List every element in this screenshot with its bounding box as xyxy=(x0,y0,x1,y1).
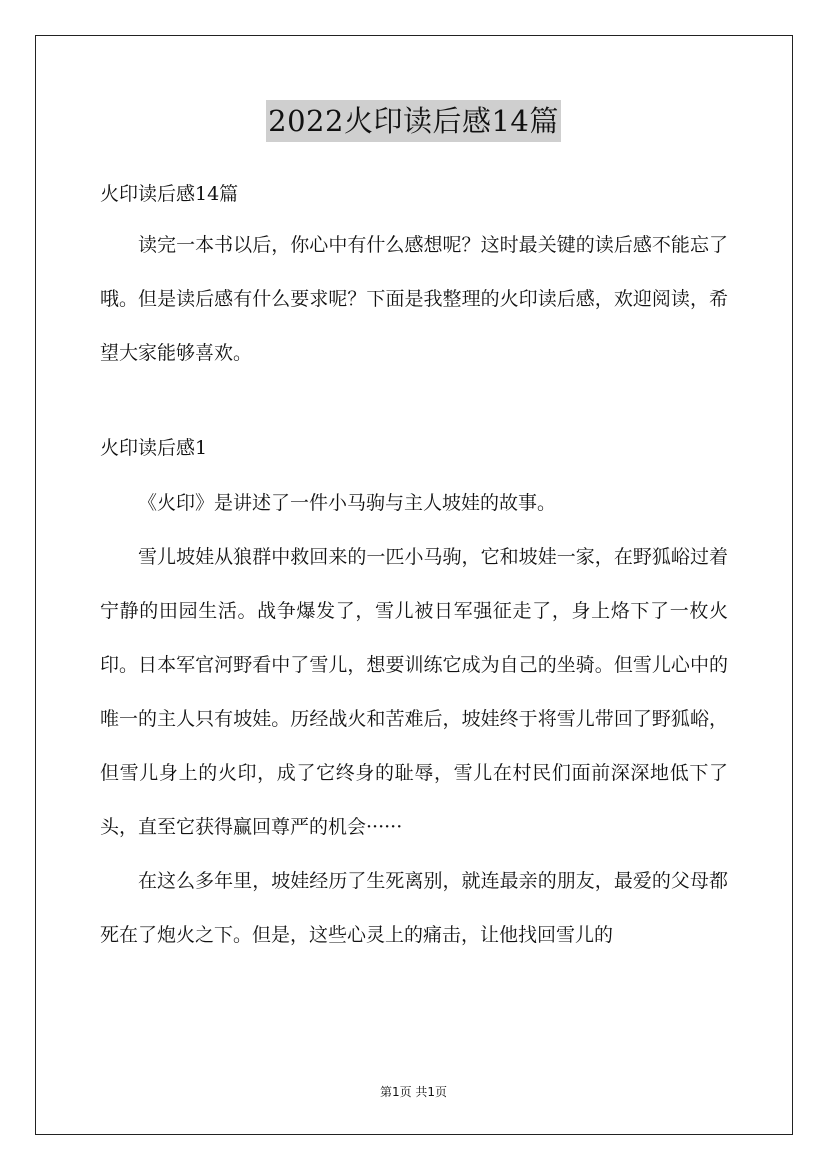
body-paragraph-3: 在这么多年里，坡娃经历了生死离别，就连最亲的朋友，最爱的父母都死在了炮火之下。但是，这些心灵上的痛击，让他找回雪儿的 xyxy=(100,870,728,946)
section-heading: 火印读后感1 xyxy=(100,437,208,459)
page-footer: 第1页 共1页 xyxy=(379,1085,448,1099)
body-paragraph-1: 《火印》是讲述了一件小马驹与主人坡娃的故事。 xyxy=(138,492,557,514)
document-body xyxy=(100,170,728,962)
intro-paragraph: 读完一本书以后，你心中有什么感想呢？这时最关键的读后感不能忘了哦。但是读后感有什么要求呢？下面是我整理的火印读后感，欢迎阅读，希望大家能够喜欢。 xyxy=(100,234,728,364)
document-title xyxy=(0,100,827,142)
body-paragraph-2: 雪儿坡娃从狼群中救回来的一匹小马驹，它和坡娃一家，在野狐峪过着宁静的田园生活。战争爆发了，雪儿被日军强征走了，身上烙下了一枚火印。日本军官河野看中了雪儿，想要训练它成为自己的坐骑。但雪儿心中的唯一的主人只有坡娃。历经战火和苦难后，坡娃终于将雪儿带回了野狐峪，但雪儿身上的火印，成了它终身的耻辱，雪儿在村民们面前深深地低下了头，直至它获得赢回尊严的机会······ xyxy=(100,546,728,838)
spacer xyxy=(100,380,728,424)
document-subtitle: 火印读后感14篇 xyxy=(100,183,239,205)
document-title-text: 2022火印读后感14篇 xyxy=(266,100,561,142)
